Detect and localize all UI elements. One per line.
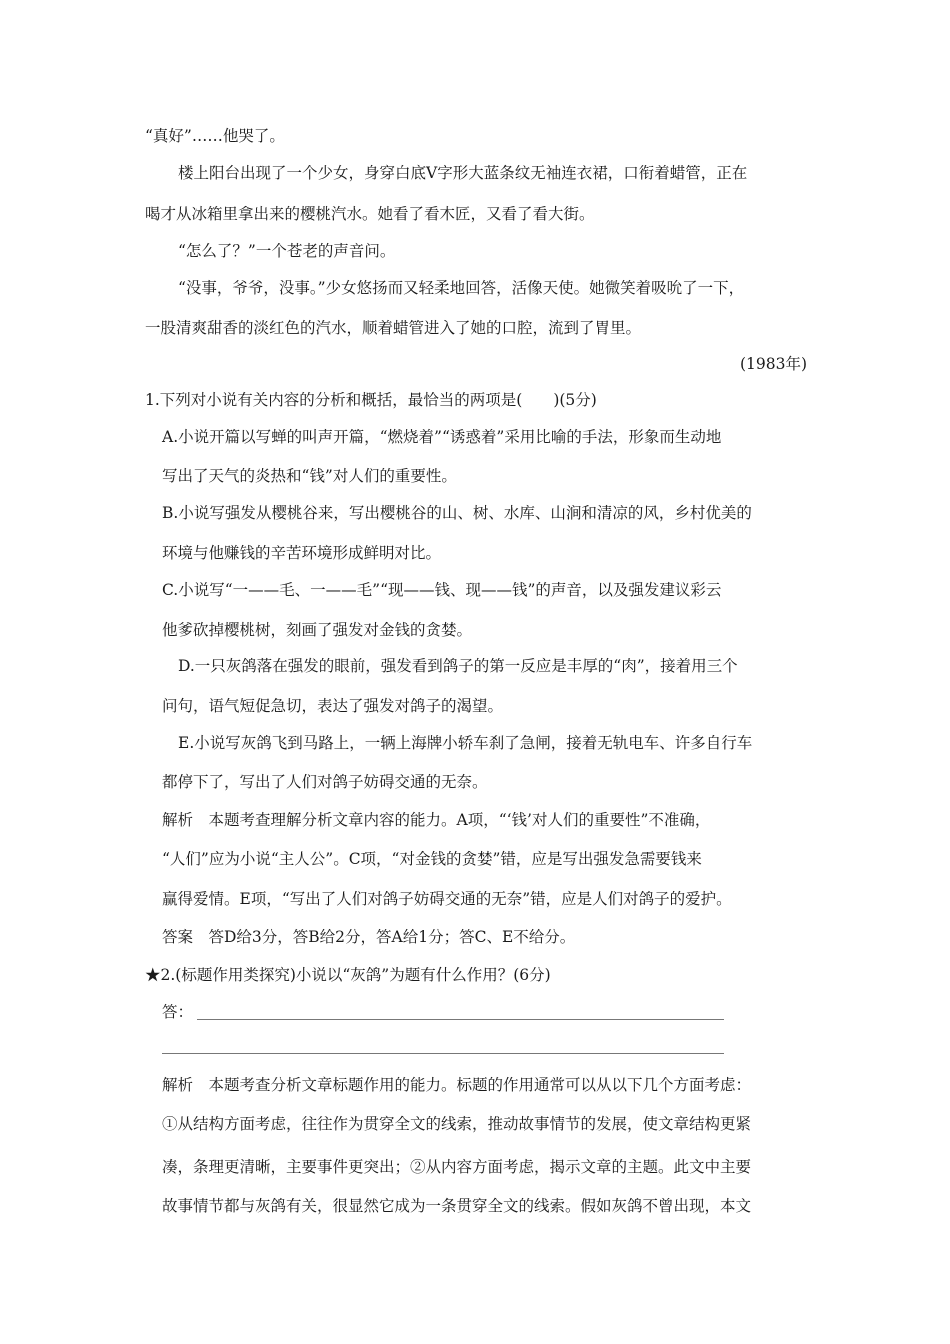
- story-paragraph-4-cont: 一股清爽甜香的淡红色的汽水，顺着蜡管进入了她的口腔，流到了胃里。: [145, 319, 642, 337]
- story-paragraph-4: “没事，爷爷，没事。”少女悠扬而又轻柔地回答，活像天使。她微笑着吸吮了一下，: [178, 279, 745, 297]
- option-d-cont: 问句，语气短促急切，表达了强发对鸽子的渴望。: [162, 697, 504, 715]
- story-paragraph-2-cont: 喝才从冰箱里拿出来的樱桃汽水。她看了看木匠，又看了看大街。: [145, 205, 595, 223]
- story-year: (1983年): [740, 355, 808, 373]
- q1-analysis: 解析 本题考查理解分析文章内容的能力。A项，“‘钱’对人们的重要性”不准确，: [162, 811, 711, 829]
- q2-analysis-cont-2: 凑，条理更清晰，主要事件更突出；②从内容方面考虑，揭示文章的主题。此文中主要: [162, 1158, 752, 1176]
- option-d: D.一只灰鸽落在强发的眼前，强发看到鸽子的第一反应是丰厚的“肉”，接着用三个: [178, 657, 738, 675]
- option-c-cont: 他爹砍掉樱桃树，刻画了强发对金钱的贪婪。: [162, 621, 473, 639]
- option-e: E.小说写灰鸽飞到马路上，一辆上海牌小轿车刹了急闸，接着无轨电车、许多自行车: [178, 734, 753, 752]
- story-paragraph-2: 楼上阳台出现了一个少女，身穿白底V字形大蓝条纹无袖连衣裙，口衔着蜡管，正在: [178, 164, 748, 182]
- question-1-stem: 1.下列对小说有关内容的分析和概括，最恰当的两项是( )(5分): [145, 391, 597, 409]
- question-2-stem: ★2.(标题作用类探究)小说以“灰鸽”为题有什么作用？(6分): [145, 966, 551, 984]
- option-a: A.小说开篇以写蝉的叫声开篇，“燃烧着”“诱惑着”采用比喻的手法，形象而生动地: [162, 428, 722, 446]
- q2-analysis: 解析 本题考查分析文章标题作用的能力。标题的作用通常可以从以下几个方面考虑：: [162, 1076, 752, 1094]
- story-paragraph-3: “怎么了？”一个苍老的声音问。: [178, 242, 396, 260]
- answer-blank-line[interactable]: [162, 1053, 724, 1054]
- q1-answer: 答案 答D给3分，答B给2分，答A给1分；答C、E不给分。: [162, 928, 576, 946]
- story-paragraph-1: “真好”……他哭了。: [145, 127, 285, 145]
- q2-answer-label: 答：: [162, 1003, 194, 1021]
- option-a-cont: 写出了天气的炎热和“钱”对人们的重要性。: [162, 467, 457, 485]
- option-c: C.小说写“一——毛、一——毛”“现——钱、现——钱”的声音，以及强发建议彩云: [162, 581, 722, 599]
- option-b-cont: 环境与他赚钱的辛苦环境形成鲜明对比。: [162, 544, 442, 562]
- option-b: B.小说写强发从樱桃谷来，写出樱桃谷的山、树、水库、山涧和清凉的风，乡村优美的: [162, 504, 752, 522]
- q1-analysis-cont-2: 赢得爱情。E项，“写出了人们对鸽子妨碍交通的无奈”错，应是人们对鸽子的爱护。: [162, 890, 732, 908]
- q2-analysis-cont-3: 故事情节都与灰鸽有关，很显然它成为一条贯穿全文的线索。假如灰鸽不曾出现，本文: [162, 1197, 752, 1215]
- option-e-cont: 都停下了，写出了人们对鸽子妨碍交通的无奈。: [162, 773, 488, 791]
- answer-blank-line[interactable]: [197, 1019, 724, 1020]
- q1-analysis-cont-1: “人们”应为小说“主人公”。C项，“对金钱的贪婪”错，应是写出强发急需要钱来: [162, 850, 702, 868]
- q2-analysis-cont-1: ①从结构方面考虑，往往作为贯穿全文的线索，推动故事情节的发展，使文章结构更紧: [162, 1115, 752, 1133]
